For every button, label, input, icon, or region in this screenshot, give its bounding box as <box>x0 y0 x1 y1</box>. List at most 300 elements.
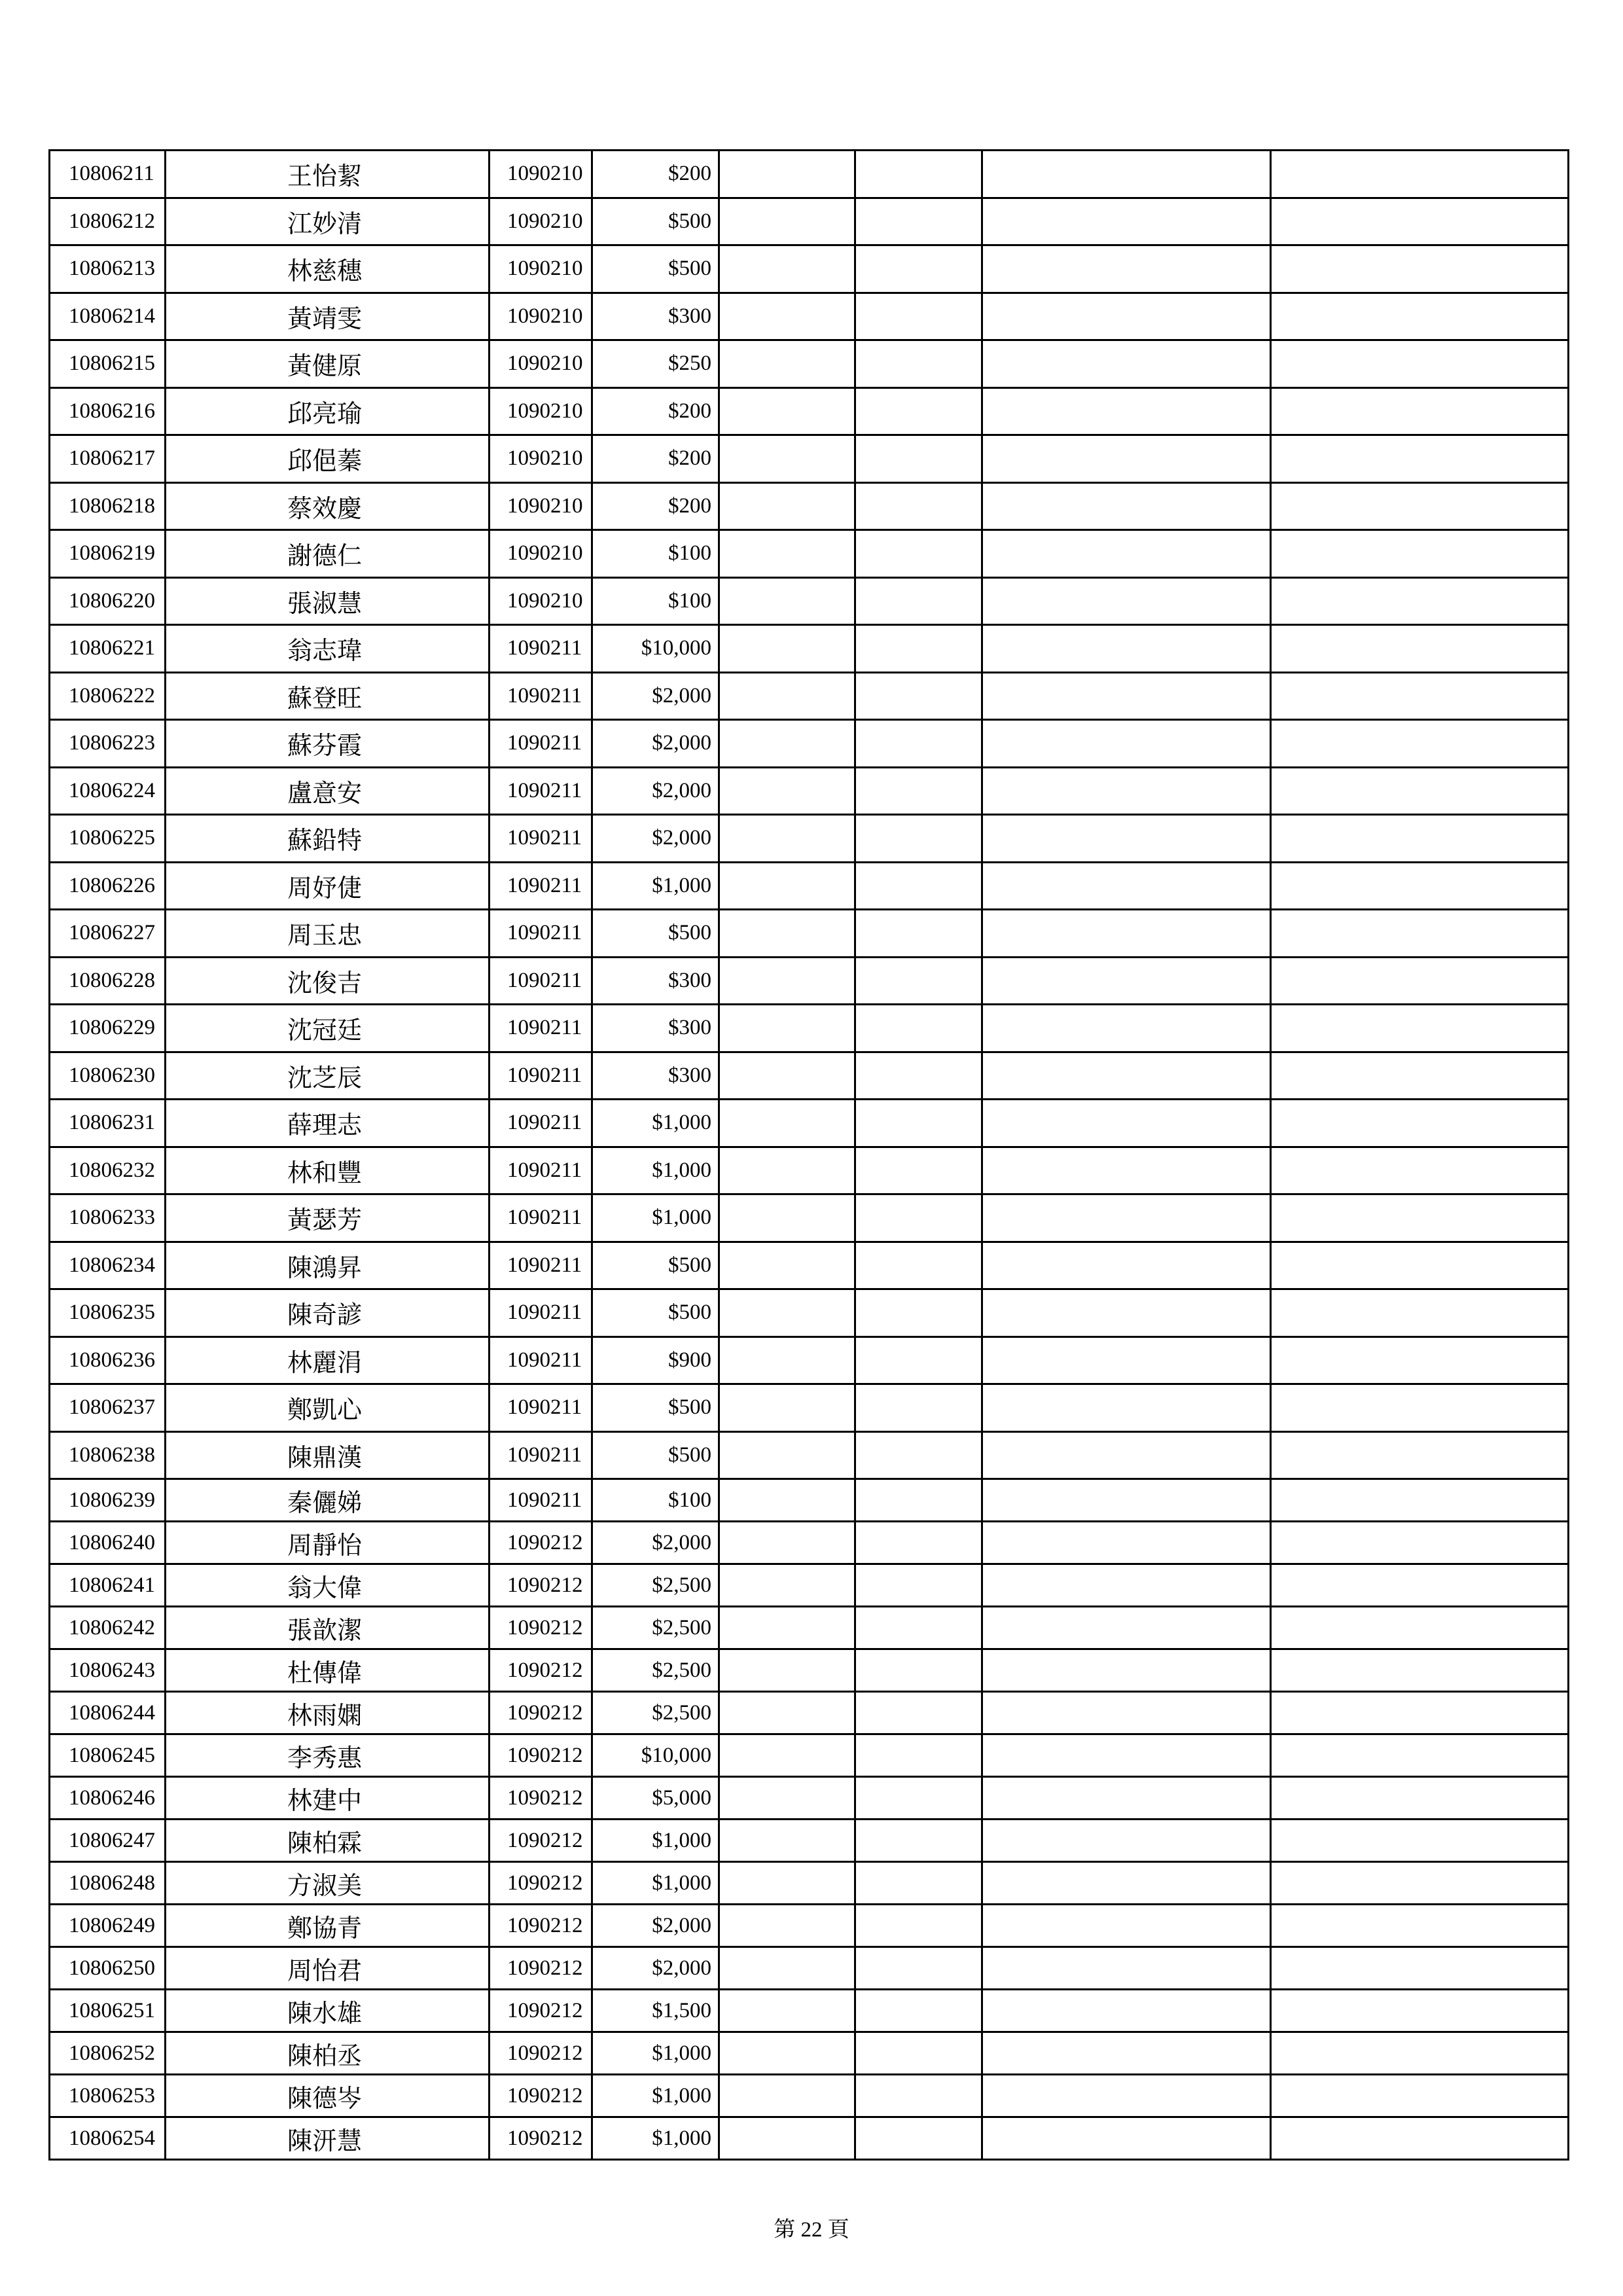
row-amount-cell: $500 <box>592 245 719 293</box>
row-blank-cell <box>719 862 855 910</box>
row-id-cell: 10806238 <box>50 1431 166 1479</box>
row-blank-cell <box>1271 577 1569 625</box>
row-blank-cell <box>982 2032 1271 2075</box>
row-blank-cell <box>982 1431 1271 1479</box>
row-blank-cell <box>719 1522 855 1564</box>
table-row <box>50 2032 1569 2075</box>
row-date-cell: 1090211 <box>490 720 592 768</box>
row-id-cell: 10806244 <box>50 1692 166 1734</box>
row-blank-cell <box>1271 1862 1569 1905</box>
row-blank-cell <box>982 862 1271 910</box>
table-row <box>50 1607 1569 1649</box>
row-blank-cell <box>1271 1734 1569 1777</box>
row-blank-cell <box>982 1522 1271 1564</box>
row-amount-cell: $500 <box>592 910 719 958</box>
row-amount-cell: $2,000 <box>592 767 719 815</box>
row-name-cell: 蘇登旺 <box>166 672 490 720</box>
row-amount-cell: $2,000 <box>592 672 719 720</box>
row-blank-cell <box>1271 340 1569 388</box>
row-blank-cell <box>855 1820 982 1862</box>
row-date-cell: 1090212 <box>490 1820 592 1862</box>
row-amount-cell: $2,000 <box>592 1522 719 1564</box>
row-date-cell: 1090211 <box>490 767 592 815</box>
table-row <box>50 957 1569 1005</box>
row-blank-cell <box>1271 245 1569 293</box>
row-date-cell: 1090210 <box>490 340 592 388</box>
row-blank-cell <box>719 1052 855 1100</box>
row-blank-cell <box>982 720 1271 768</box>
row-blank-cell <box>982 340 1271 388</box>
row-blank-cell <box>982 2075 1271 2117</box>
row-id-cell: 10806233 <box>50 1194 166 1242</box>
row-name-cell: 秦儷娣 <box>166 1479 490 1522</box>
row-name-cell: 翁大偉 <box>166 1564 490 1607</box>
row-amount-cell: $1,000 <box>592 2075 719 2117</box>
row-name-cell: 黃靖雯 <box>166 293 490 340</box>
row-amount-cell: $300 <box>592 1005 719 1052</box>
row-date-cell: 1090212 <box>490 1607 592 1649</box>
row-blank-cell <box>982 1052 1271 1100</box>
row-amount-cell: $300 <box>592 957 719 1005</box>
row-blank-cell <box>719 1564 855 1607</box>
ledger-body <box>50 151 1569 2160</box>
row-blank-cell <box>982 815 1271 863</box>
row-blank-cell <box>1271 435 1569 483</box>
row-name-cell: 鄭協青 <box>166 1905 490 1947</box>
row-blank-cell <box>1271 293 1569 340</box>
row-id-cell: 10806248 <box>50 1862 166 1905</box>
row-name-cell: 周玉忠 <box>166 910 490 958</box>
row-amount-cell: $500 <box>592 198 719 245</box>
row-blank-cell <box>982 387 1271 435</box>
row-blank-cell <box>719 1005 855 1052</box>
row-blank-cell <box>855 625 982 673</box>
row-blank-cell <box>719 293 855 340</box>
row-date-cell: 1090212 <box>490 1564 592 1607</box>
table-row <box>50 1564 1569 1607</box>
row-date-cell: 1090212 <box>490 1734 592 1777</box>
row-blank-cell <box>1271 1564 1569 1607</box>
row-blank-cell <box>719 1649 855 1692</box>
row-blank-cell <box>719 2075 855 2117</box>
row-blank-cell <box>855 1649 982 1692</box>
table-row <box>50 1052 1569 1100</box>
row-name-cell: 薛理志 <box>166 1100 490 1147</box>
row-blank-cell <box>855 1905 982 1947</box>
row-blank-cell <box>855 1990 982 2032</box>
row-date-cell: 1090210 <box>490 293 592 340</box>
row-name-cell: 沈芝辰 <box>166 1052 490 1100</box>
row-blank-cell <box>982 910 1271 958</box>
row-blank-cell <box>719 1242 855 1289</box>
row-id-cell: 10806234 <box>50 1242 166 1289</box>
row-blank-cell <box>855 245 982 293</box>
row-blank-cell <box>982 2117 1271 2160</box>
row-amount-cell: $500 <box>592 1384 719 1432</box>
row-blank-cell <box>1271 1947 1569 1990</box>
table-row <box>50 1734 1569 1777</box>
row-blank-cell <box>855 387 982 435</box>
row-blank-cell <box>855 720 982 768</box>
row-date-cell: 1090210 <box>490 245 592 293</box>
row-amount-cell: $2,000 <box>592 1905 719 1947</box>
row-date-cell: 1090211 <box>490 862 592 910</box>
row-name-cell: 沈俊吉 <box>166 957 490 1005</box>
row-blank-cell <box>982 1649 1271 1692</box>
row-blank-cell <box>1271 910 1569 958</box>
row-blank-cell <box>1271 1431 1569 1479</box>
row-blank-cell <box>982 1607 1271 1649</box>
row-date-cell: 1090210 <box>490 387 592 435</box>
row-blank-cell <box>855 530 982 578</box>
table-row <box>50 1194 1569 1242</box>
row-name-cell: 蘇芬霞 <box>166 720 490 768</box>
row-blank-cell <box>1271 1384 1569 1432</box>
row-date-cell: 1090212 <box>490 1990 592 2032</box>
row-name-cell: 蘇鉛特 <box>166 815 490 863</box>
row-name-cell: 陳水雄 <box>166 1990 490 2032</box>
row-blank-cell <box>719 1100 855 1147</box>
row-id-cell: 10806243 <box>50 1649 166 1692</box>
row-blank-cell <box>982 1384 1271 1432</box>
table-row <box>50 2117 1569 2160</box>
row-blank-cell <box>719 1862 855 1905</box>
row-id-cell: 10806227 <box>50 910 166 958</box>
row-date-cell: 1090212 <box>490 1947 592 1990</box>
row-id-cell: 10806236 <box>50 1336 166 1384</box>
row-id-cell: 10806215 <box>50 340 166 388</box>
row-name-cell: 陳汧慧 <box>166 2117 490 2160</box>
row-date-cell: 1090211 <box>490 1194 592 1242</box>
table-row <box>50 1692 1569 1734</box>
row-blank-cell <box>1271 1905 1569 1947</box>
row-blank-cell <box>719 1777 855 1820</box>
row-date-cell: 1090211 <box>490 672 592 720</box>
row-blank-cell <box>855 1242 982 1289</box>
row-amount-cell: $100 <box>592 577 719 625</box>
row-date-cell: 1090210 <box>490 530 592 578</box>
row-date-cell: 1090211 <box>490 910 592 958</box>
table-row <box>50 1862 1569 1905</box>
row-id-cell: 10806212 <box>50 198 166 245</box>
row-blank-cell <box>982 293 1271 340</box>
row-blank-cell <box>1271 1242 1569 1289</box>
row-blank-cell <box>855 577 982 625</box>
row-amount-cell: $250 <box>592 340 719 388</box>
row-amount-cell: $10,000 <box>592 625 719 673</box>
row-id-cell: 10806218 <box>50 482 166 530</box>
row-blank-cell <box>1271 198 1569 245</box>
row-name-cell: 林慈穗 <box>166 245 490 293</box>
row-blank-cell <box>1271 530 1569 578</box>
row-id-cell: 10806253 <box>50 2075 166 2117</box>
table-row <box>50 720 1569 768</box>
row-blank-cell <box>719 1194 855 1242</box>
row-amount-cell: $2,500 <box>592 1692 719 1734</box>
row-blank-cell <box>982 1100 1271 1147</box>
row-name-cell: 陳柏霖 <box>166 1820 490 1862</box>
row-date-cell: 1090212 <box>490 1692 592 1734</box>
row-blank-cell <box>982 1947 1271 1990</box>
row-name-cell: 謝德仁 <box>166 530 490 578</box>
row-blank-cell <box>982 435 1271 483</box>
row-date-cell: 1090211 <box>490 815 592 863</box>
row-id-cell: 10806251 <box>50 1990 166 2032</box>
table-row <box>50 1336 1569 1384</box>
row-name-cell: 林麗涓 <box>166 1336 490 1384</box>
row-blank-cell <box>855 1384 982 1432</box>
row-blank-cell <box>719 387 855 435</box>
row-blank-cell <box>855 672 982 720</box>
row-blank-cell <box>719 910 855 958</box>
row-blank-cell <box>719 1289 855 1337</box>
row-blank-cell <box>982 767 1271 815</box>
row-name-cell: 周怡君 <box>166 1947 490 1990</box>
row-date-cell: 1090211 <box>490 1479 592 1522</box>
row-name-cell: 盧意安 <box>166 767 490 815</box>
row-amount-cell: $1,000 <box>592 862 719 910</box>
row-date-cell: 1090211 <box>490 1336 592 1384</box>
row-blank-cell <box>1271 1607 1569 1649</box>
row-blank-cell <box>855 1692 982 1734</box>
row-amount-cell: $900 <box>592 1336 719 1384</box>
row-name-cell: 李秀惠 <box>166 1734 490 1777</box>
row-name-cell: 周妤倢 <box>166 862 490 910</box>
table-row <box>50 1905 1569 1947</box>
page-number: 第 22 頁 <box>774 2218 849 2242</box>
row-date-cell: 1090211 <box>490 1431 592 1479</box>
row-blank-cell <box>1271 815 1569 863</box>
row-blank-cell <box>1271 1990 1569 2032</box>
row-blank-cell <box>719 1734 855 1777</box>
row-blank-cell <box>855 2032 982 2075</box>
row-amount-cell: $1,000 <box>592 2117 719 2160</box>
row-name-cell: 陳鴻昇 <box>166 1242 490 1289</box>
table-row <box>50 1289 1569 1337</box>
row-amount-cell: $5,000 <box>592 1777 719 1820</box>
table-row <box>50 862 1569 910</box>
row-amount-cell: $200 <box>592 435 719 483</box>
table-row <box>50 1005 1569 1052</box>
row-blank-cell <box>982 625 1271 673</box>
row-name-cell: 杜傳偉 <box>166 1649 490 1692</box>
row-blank-cell <box>719 198 855 245</box>
row-blank-cell <box>1271 1147 1569 1194</box>
row-blank-cell <box>1271 1100 1569 1147</box>
row-name-cell: 黃瑟芳 <box>166 1194 490 1242</box>
row-blank-cell <box>1271 1336 1569 1384</box>
table-row <box>50 1147 1569 1194</box>
row-amount-cell: $2,500 <box>592 1607 719 1649</box>
row-blank-cell <box>1271 1649 1569 1692</box>
row-blank-cell <box>855 815 982 863</box>
row-id-cell: 10806226 <box>50 862 166 910</box>
row-amount-cell: $300 <box>592 293 719 340</box>
row-blank-cell <box>855 1052 982 1100</box>
row-blank-cell <box>982 1147 1271 1194</box>
row-id-cell: 10806239 <box>50 1479 166 1522</box>
row-id-cell: 10806242 <box>50 1607 166 1649</box>
row-blank-cell <box>982 1479 1271 1522</box>
row-blank-cell <box>1271 1194 1569 1242</box>
row-name-cell: 張淑慧 <box>166 577 490 625</box>
row-name-cell: 陳奇諺 <box>166 1289 490 1337</box>
row-blank-cell <box>719 1479 855 1522</box>
row-blank-cell <box>855 1947 982 1990</box>
row-blank-cell <box>719 482 855 530</box>
row-id-cell: 10806246 <box>50 1777 166 1820</box>
row-blank-cell <box>855 1862 982 1905</box>
row-blank-cell <box>719 1431 855 1479</box>
row-id-cell: 10806217 <box>50 435 166 483</box>
row-amount-cell: $1,000 <box>592 1862 719 1905</box>
row-id-cell: 10806249 <box>50 1905 166 1947</box>
row-date-cell: 1090210 <box>490 577 592 625</box>
row-blank-cell <box>855 1100 982 1147</box>
row-blank-cell <box>855 293 982 340</box>
row-blank-cell <box>855 1607 982 1649</box>
row-blank-cell <box>719 245 855 293</box>
row-id-cell: 10806237 <box>50 1384 166 1432</box>
row-blank-cell <box>982 151 1271 198</box>
row-blank-cell <box>719 1905 855 1947</box>
row-date-cell: 1090210 <box>490 435 592 483</box>
row-amount-cell: $10,000 <box>592 1734 719 1777</box>
row-id-cell: 10806240 <box>50 1522 166 1564</box>
row-blank-cell <box>982 1289 1271 1337</box>
row-blank-cell <box>1271 767 1569 815</box>
row-amount-cell: $2,000 <box>592 815 719 863</box>
row-blank-cell <box>1271 862 1569 910</box>
row-blank-cell <box>719 530 855 578</box>
row-blank-cell <box>1271 151 1569 198</box>
row-blank-cell <box>982 1990 1271 2032</box>
table-row <box>50 1777 1569 1820</box>
row-id-cell: 10806216 <box>50 387 166 435</box>
row-blank-cell <box>1271 1052 1569 1100</box>
row-blank-cell <box>855 862 982 910</box>
row-blank-cell <box>1271 1820 1569 1862</box>
row-amount-cell: $1,000 <box>592 1194 719 1242</box>
row-amount-cell: $200 <box>592 387 719 435</box>
row-blank-cell <box>1271 1479 1569 1522</box>
row-blank-cell <box>855 1194 982 1242</box>
row-id-cell: 10806223 <box>50 720 166 768</box>
row-blank-cell <box>719 1336 855 1384</box>
row-name-cell: 陳柏丞 <box>166 2032 490 2075</box>
row-date-cell: 1090212 <box>490 2117 592 2160</box>
table-row <box>50 151 1569 198</box>
row-name-cell: 周靜怡 <box>166 1522 490 1564</box>
row-name-cell: 陳鼎漢 <box>166 1431 490 1479</box>
table-row <box>50 1242 1569 1289</box>
row-blank-cell <box>982 672 1271 720</box>
table-row <box>50 1431 1569 1479</box>
row-amount-cell: $500 <box>592 1242 719 1289</box>
row-blank-cell <box>982 1242 1271 1289</box>
row-id-cell: 10806254 <box>50 2117 166 2160</box>
row-id-cell: 10806252 <box>50 2032 166 2075</box>
row-blank-cell <box>719 625 855 673</box>
row-date-cell: 1090211 <box>490 1147 592 1194</box>
row-blank-cell <box>982 1194 1271 1242</box>
row-name-cell: 鄭凱心 <box>166 1384 490 1432</box>
table-row <box>50 435 1569 483</box>
row-id-cell: 10806247 <box>50 1820 166 1862</box>
row-blank-cell <box>855 151 982 198</box>
row-date-cell: 1090210 <box>490 151 592 198</box>
row-blank-cell <box>855 435 982 483</box>
row-amount-cell: $500 <box>592 1431 719 1479</box>
row-blank-cell <box>982 198 1271 245</box>
row-date-cell: 1090211 <box>490 1242 592 1289</box>
table-row <box>50 1479 1569 1522</box>
row-name-cell: 江妙清 <box>166 198 490 245</box>
row-name-cell: 蔡效慶 <box>166 482 490 530</box>
row-name-cell: 林雨嫻 <box>166 1692 490 1734</box>
donation-ledger-table <box>48 149 1569 2161</box>
row-blank-cell <box>1271 1005 1569 1052</box>
row-name-cell: 張歆潔 <box>166 1607 490 1649</box>
row-amount-cell: $1,500 <box>592 1990 719 2032</box>
row-name-cell: 林建中 <box>166 1777 490 1820</box>
row-blank-cell <box>982 245 1271 293</box>
row-id-cell: 10806225 <box>50 815 166 863</box>
row-id-cell: 10806235 <box>50 1289 166 1337</box>
row-blank-cell <box>719 2032 855 2075</box>
row-blank-cell <box>1271 1777 1569 1820</box>
row-amount-cell: $1,000 <box>592 2032 719 2075</box>
row-blank-cell <box>982 1820 1271 1862</box>
row-blank-cell <box>719 767 855 815</box>
table-row <box>50 1522 1569 1564</box>
row-date-cell: 1090210 <box>490 198 592 245</box>
table-row <box>50 625 1569 673</box>
row-blank-cell <box>719 1384 855 1432</box>
row-blank-cell <box>982 1336 1271 1384</box>
row-blank-cell <box>719 1607 855 1649</box>
row-blank-cell <box>855 1522 982 1564</box>
row-amount-cell: $500 <box>592 1289 719 1337</box>
row-blank-cell <box>719 435 855 483</box>
row-blank-cell <box>719 957 855 1005</box>
row-blank-cell <box>1271 957 1569 1005</box>
row-date-cell: 1090211 <box>490 1384 592 1432</box>
row-name-cell: 翁志瑋 <box>166 625 490 673</box>
table-row <box>50 482 1569 530</box>
row-blank-cell <box>982 530 1271 578</box>
table-row <box>50 340 1569 388</box>
table-row <box>50 2075 1569 2117</box>
table-row <box>50 767 1569 815</box>
row-amount-cell: $1,000 <box>592 1100 719 1147</box>
row-blank-cell <box>719 1820 855 1862</box>
row-id-cell: 10806228 <box>50 957 166 1005</box>
table-row <box>50 1649 1569 1692</box>
row-amount-cell: $1,000 <box>592 1147 719 1194</box>
table-row <box>50 1384 1569 1432</box>
row-date-cell: 1090212 <box>490 1862 592 1905</box>
row-blank-cell <box>1271 2117 1569 2160</box>
row-date-cell: 1090211 <box>490 957 592 1005</box>
row-amount-cell: $2,500 <box>592 1564 719 1607</box>
row-id-cell: 10806222 <box>50 672 166 720</box>
table-row <box>50 910 1569 958</box>
row-name-cell: 沈冠廷 <box>166 1005 490 1052</box>
row-blank-cell <box>855 1005 982 1052</box>
row-blank-cell <box>855 198 982 245</box>
row-blank-cell <box>855 1289 982 1337</box>
